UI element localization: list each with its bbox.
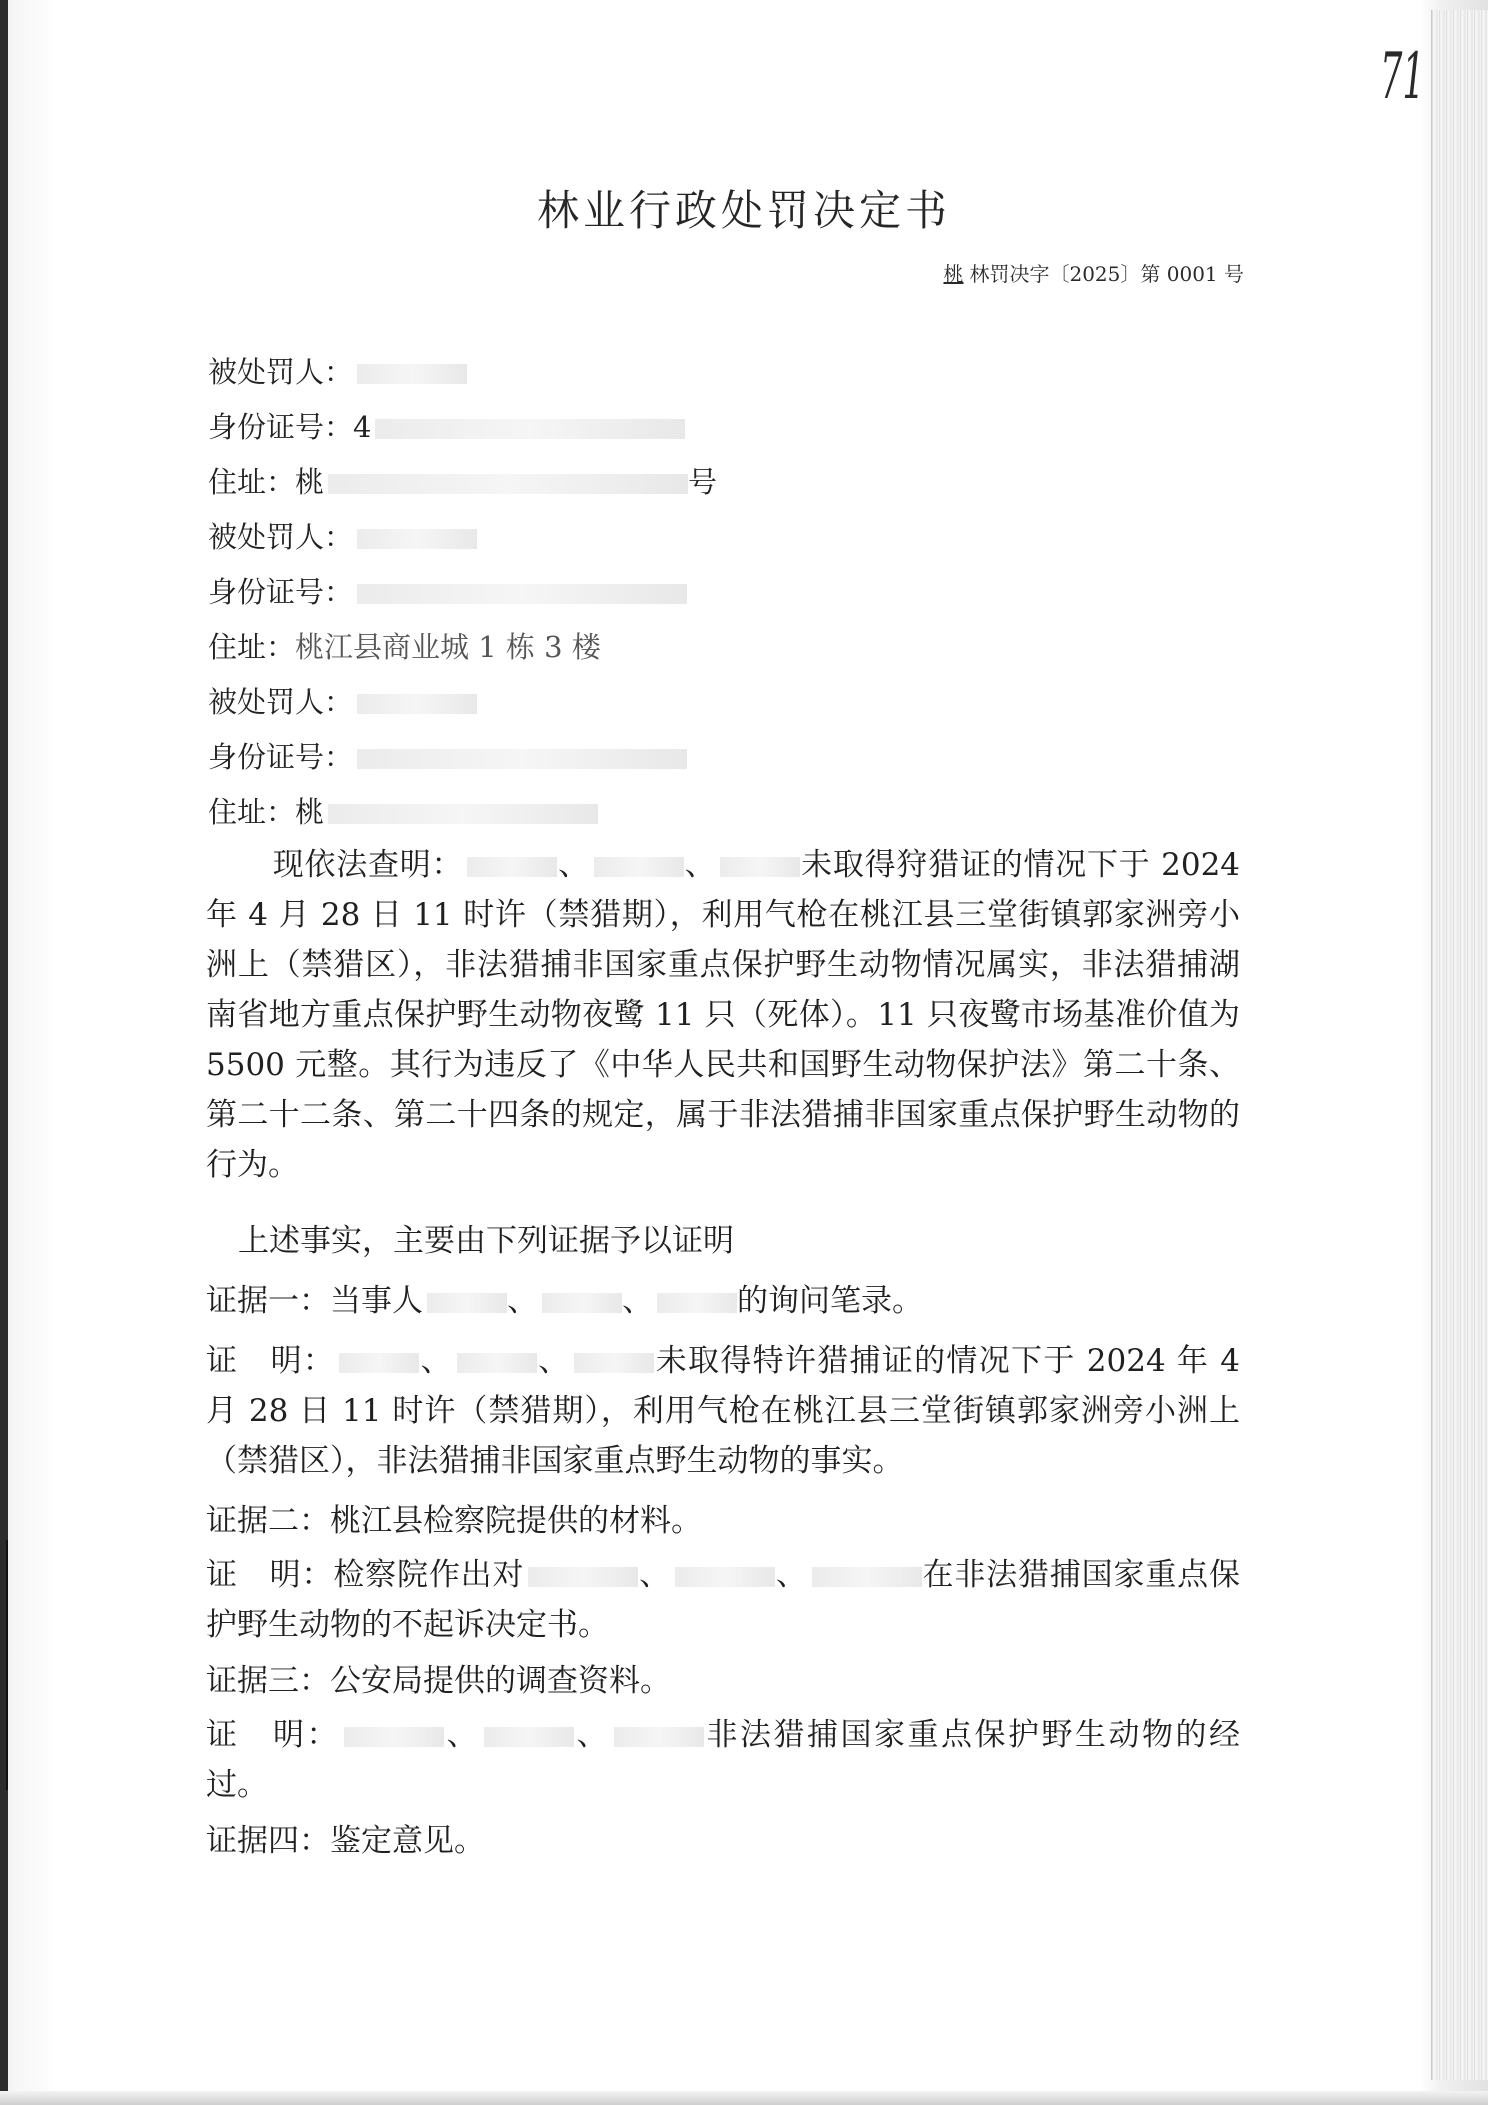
party-label: 被处罚人： xyxy=(208,520,354,554)
evidence-2 xyxy=(206,1496,1240,1546)
redacted-text xyxy=(328,804,598,824)
evidence-text: 的询问笔录。 xyxy=(737,1283,923,1319)
evidence-text: 检察院作出对 xyxy=(333,1557,525,1593)
redacted-text xyxy=(328,474,688,494)
evidence-label: 证据一： xyxy=(206,1283,330,1319)
evidence-1-proof xyxy=(206,1336,1240,1486)
party-value-suffix: 号 xyxy=(688,465,718,499)
redacted-text xyxy=(528,1567,638,1587)
redacted-text xyxy=(357,364,467,384)
redacted-text xyxy=(344,1727,444,1747)
party-label: 住址： xyxy=(208,630,296,664)
binding-mark xyxy=(6,1540,8,1790)
party-1-name xyxy=(208,350,467,391)
party-label: 身份证号： xyxy=(208,410,354,444)
evidence-label: 证 明： xyxy=(206,1557,334,1593)
evidence-label: 证据四： xyxy=(206,1823,330,1859)
evidence-label: 证据三： xyxy=(206,1663,330,1699)
document-number xyxy=(937,258,1244,287)
separator: 、 xyxy=(536,1343,571,1379)
document-number-rest: 林罚决字〔2025〕第 0001 号 xyxy=(969,262,1244,286)
party-value: 桃 xyxy=(295,795,325,829)
evidence-2-proof xyxy=(206,1550,1240,1650)
findings-text: 未取得狩猎证的情况下于 2024 年 4 月 28 日 11 时许（禁猎期），利用气枪在桃江县三堂街镇郭家洲旁小洲上（禁猎区），非法猎捕非国家重点保护野生动物情况属实，非法猎捕湖南省地方重点保护野生动物夜鹭 11 只（死体）。11 只夜鹭市场基准价值为 5500 元整。其行为违反了《中华人民共和国野生动物保护法》第二十条、第二十二条、第二十四条的规定，属于非法猎捕非国家重点保护野生动物的行为。 xyxy=(206,847,1241,1183)
redacted-text xyxy=(457,1353,537,1373)
document-number-prefix: 桃 xyxy=(943,262,964,286)
evidence-1 xyxy=(206,1276,1240,1326)
redacted-text xyxy=(574,1353,654,1373)
evidence-3-proof xyxy=(206,1710,1240,1810)
evidence-text: 非法猎捕国家重点保护野生动物的经过。 xyxy=(206,1717,1240,1803)
party-label: 被处罚人： xyxy=(208,355,354,389)
handwritten-page-number: 71 xyxy=(1380,40,1425,114)
evidence-text: 桃江县检察院提供的材料。 xyxy=(330,1503,702,1539)
party-label: 住址： xyxy=(208,795,296,829)
evidence-label: 证 明： xyxy=(206,1717,340,1753)
separator: 、 xyxy=(574,1717,610,1753)
document-title: 林业行政处罚决定书 xyxy=(536,186,951,235)
evidence-label: 证据二： xyxy=(206,1503,330,1539)
page-stack-edge xyxy=(1431,10,1488,2080)
party-label: 身份证号： xyxy=(208,575,354,609)
redacted-text xyxy=(675,1567,775,1587)
separator: 、 xyxy=(419,1343,453,1379)
party-label: 身份证号： xyxy=(208,740,354,774)
redacted-text xyxy=(357,529,477,549)
redacted-text xyxy=(467,857,557,877)
redacted-text xyxy=(357,584,687,604)
separator: 、 xyxy=(507,1283,538,1319)
redacted-text xyxy=(357,694,477,714)
party-3-address xyxy=(208,790,598,831)
redacted-text xyxy=(720,857,800,877)
redacted-text xyxy=(614,1727,704,1747)
redacted-text xyxy=(812,1567,922,1587)
party-1-id xyxy=(208,405,685,446)
party-2-id xyxy=(208,570,687,611)
party-value: 桃 xyxy=(295,465,325,499)
party-3-id xyxy=(208,735,687,776)
evidence-4 xyxy=(206,1816,1240,1866)
separator: 、 xyxy=(775,1557,808,1593)
bottom-edge xyxy=(0,2091,1488,2105)
party-2-address xyxy=(208,625,601,666)
evidence-3 xyxy=(206,1656,1240,1706)
redacted-text xyxy=(357,749,687,769)
party-label: 被处罚人： xyxy=(208,685,354,719)
evidence-label: 证 明： xyxy=(206,1343,336,1379)
evidence-text: 鉴定意见。 xyxy=(330,1823,485,1859)
redacted-text xyxy=(339,1353,419,1373)
separator: 、 xyxy=(557,847,590,883)
redacted-text xyxy=(427,1293,507,1313)
separator: 、 xyxy=(444,1717,480,1753)
evidence-text: 公安局提供的调查资料。 xyxy=(330,1663,671,1699)
evidence-text: 当事人 xyxy=(330,1283,423,1319)
party-1-address xyxy=(208,460,717,501)
evidence-text: 未取得特许猎捕证的情况下于 2024 年 4 月 28 日 11 时许（禁猎期），利用气枪在桃江县三堂街镇郭家洲旁小洲上（禁猎区），非法猎捕非国家重点野生动物的事实。 xyxy=(206,1343,1241,1479)
separator: 、 xyxy=(622,1283,653,1319)
evidence-intro xyxy=(206,1216,1240,1266)
findings-paragraph xyxy=(206,840,1240,1190)
redacted-text xyxy=(594,857,684,877)
redacted-text xyxy=(542,1293,622,1313)
party-value: 4 xyxy=(353,410,372,444)
separator: 、 xyxy=(683,847,717,883)
redacted-text xyxy=(484,1727,574,1747)
party-3-name xyxy=(208,680,477,721)
party-value: 桃江县商业城 1 栋 3 楼 xyxy=(295,630,601,664)
findings-intro: 现依法查明： xyxy=(272,847,464,883)
redacted-text xyxy=(375,419,685,439)
party-2-name xyxy=(208,515,477,556)
evidence-text: 在非法猎捕国家重点保护野生动物的不起诉决定书。 xyxy=(206,1557,1241,1643)
redacted-text xyxy=(657,1293,737,1313)
separator: 、 xyxy=(638,1557,672,1593)
evidence-intro-text: 上述事实，主要由下列证据予以证明 xyxy=(238,1223,734,1259)
party-label: 住址： xyxy=(208,465,296,499)
